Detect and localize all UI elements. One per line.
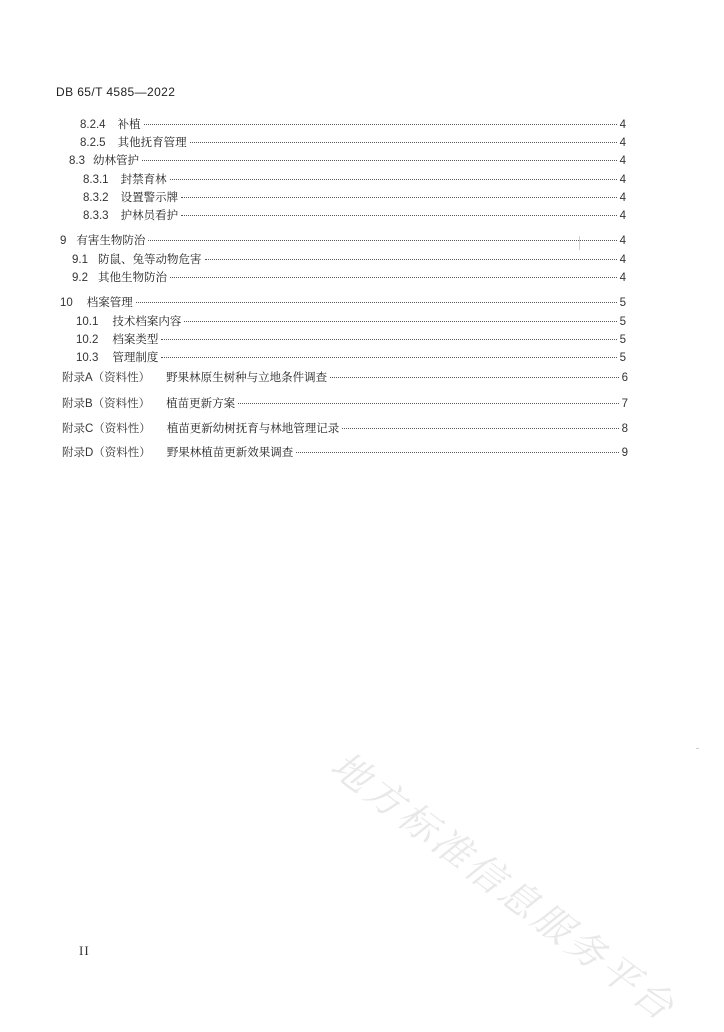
- toc-entry-number: 附录D（资料性）: [62, 447, 151, 459]
- toc-entry-title: 封禁育林: [120, 172, 167, 186]
- toc-dot-leader: [136, 301, 617, 303]
- watermark-text: 地方标准信息服务平台: [322, 742, 685, 1031]
- toc-entry-10-2[interactable]: [76, 331, 626, 347]
- standard-code-header: DB 65/T 4585—2022: [56, 85, 176, 99]
- toc-entry-page: 6: [621, 372, 628, 384]
- toc-entry-title: 野果林植苗更新效果调查: [166, 445, 294, 459]
- toc-entry-page: 4: [619, 137, 626, 149]
- toc-entry-title: 护林员看护: [120, 208, 179, 222]
- toc-dot-leader: [170, 276, 617, 278]
- toc-dot-leader: [181, 214, 617, 216]
- toc-dot-leader: [342, 427, 618, 429]
- toc-dot-leader: [170, 178, 617, 180]
- toc-entry-page: 7: [621, 398, 628, 410]
- toc-entry-page: 4: [619, 192, 626, 204]
- toc-entry-title: 有害生物防治: [76, 233, 146, 247]
- toc-entry-page: 5: [619, 297, 626, 309]
- toc-entry-page: 4: [619, 174, 626, 186]
- toc-entry-8-2-4[interactable]: [80, 116, 626, 132]
- toc-entry-title: 植苗更新方案: [166, 396, 236, 410]
- toc-entry-title: 管理制度: [112, 350, 159, 364]
- toc-dot-leader: [184, 320, 616, 322]
- toc-dot-leader: [296, 451, 618, 453]
- toc-dot-leader: [142, 159, 617, 161]
- toc-entry-number: 附录B（资料性）: [62, 398, 151, 410]
- toc-entry-number: 10.2: [76, 334, 99, 346]
- toc-entry-page: 5: [619, 316, 626, 328]
- toc-entry-8-3-1[interactable]: [83, 171, 626, 187]
- toc-entry-title: 幼林管护: [93, 153, 139, 167]
- toc-entry-number: 8.3.1: [83, 174, 109, 186]
- toc-entry-title: 野果林原生树种与立地条件调查: [166, 370, 328, 384]
- toc-dot-leader: [238, 402, 618, 404]
- toc-entry-number: 9: [60, 235, 67, 247]
- toc-entry-title: 其他生物防治: [98, 270, 167, 284]
- toc-entry-page: 4: [619, 155, 626, 167]
- toc-entry-number: 附录C（资料性）: [62, 423, 151, 435]
- toc-entry-title: 档案管理: [86, 295, 133, 309]
- toc-entry-9-2[interactable]: [72, 269, 626, 285]
- toc-entry-10-3[interactable]: [76, 349, 626, 365]
- toc-dot-leader: [190, 141, 617, 143]
- toc-entry-8-2-5[interactable]: [80, 134, 626, 150]
- toc-entry-page: 4: [619, 119, 626, 131]
- toc-entry-title: 档案类型: [112, 332, 159, 346]
- toc-entry-title: 技术档案内容: [112, 314, 182, 328]
- toc-dot-leader: [144, 123, 617, 125]
- toc-entry-appendix-a[interactable]: [62, 369, 628, 385]
- toc-entry-appendix-c[interactable]: [62, 420, 628, 436]
- toc-entry-title: 植苗更新幼树抚育与林地管理记录: [166, 421, 340, 435]
- toc-entry-appendix-d[interactable]: [62, 444, 628, 460]
- toc-entry-number: 10.3: [76, 352, 99, 364]
- toc-entry-title: 设置警示牌: [120, 190, 179, 204]
- toc-dot-leader: [148, 239, 616, 241]
- toc-entry-title: 补植: [117, 117, 141, 131]
- toc-entry-number: 8.2.4: [80, 119, 106, 131]
- toc-entry-number: 8.2.5: [80, 137, 106, 149]
- toc-entry-10[interactable]: [60, 294, 626, 310]
- scan-artifact: [696, 748, 699, 749]
- scan-artifact: [579, 236, 580, 250]
- toc-dot-leader: [205, 258, 617, 260]
- toc-entry-page: 4: [619, 272, 626, 284]
- toc-entry-title: 防鼠、兔等动物危害: [98, 252, 202, 266]
- toc-dot-leader: [330, 376, 618, 378]
- toc-entry-page: 8: [621, 423, 628, 435]
- toc-entry-page: 9: [621, 447, 628, 459]
- toc-entry-number: 8.3: [69, 155, 85, 167]
- toc-entry-10-1[interactable]: [76, 313, 626, 329]
- toc-entry-number: 10.1: [76, 316, 99, 328]
- toc-entry-number: 附录A（资料性）: [62, 372, 151, 384]
- toc-entry-appendix-b[interactable]: [62, 395, 628, 411]
- page-number: II: [79, 943, 90, 958]
- toc-entry-page: 5: [619, 334, 626, 346]
- toc-dot-leader: [181, 196, 617, 198]
- toc-entry-number: 9.2: [72, 272, 88, 284]
- toc-entry-page: 4: [619, 235, 626, 247]
- toc-dot-leader: [161, 338, 616, 340]
- toc-entry-page: 4: [619, 254, 626, 266]
- toc-entry-page: 5: [619, 352, 626, 364]
- toc-entry-9[interactable]: [60, 232, 626, 248]
- toc-entry-9-1[interactable]: [72, 251, 626, 267]
- toc-entry-number: 8.3.3: [83, 210, 109, 222]
- toc-entry-title: 其他抚育管理: [117, 135, 187, 149]
- toc-dot-leader: [161, 356, 616, 358]
- toc-entry-number: 8.3.2: [83, 192, 109, 204]
- toc-entry-8-3-2[interactable]: [83, 189, 626, 205]
- toc-entry-8-3[interactable]: [69, 152, 626, 168]
- toc-entry-8-3-3[interactable]: [83, 207, 626, 223]
- toc-entry-page: 4: [619, 210, 626, 222]
- toc-entry-number: 10: [60, 297, 73, 309]
- toc-entry-number: 9.1: [72, 254, 88, 266]
